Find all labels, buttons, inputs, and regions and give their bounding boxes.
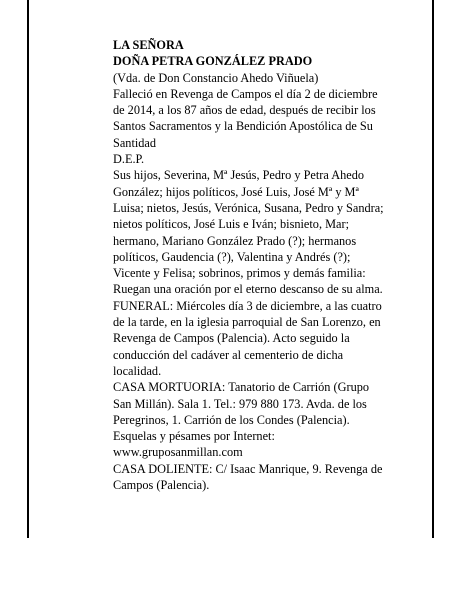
notice-line: Peregrinos, 1. Carrión de los Condes (Palencia). <box>113 412 350 427</box>
notice-line: Ruegan una oración por el eterno descanso de su alma. <box>113 282 383 297</box>
notice-line: hermano, Mariano González Prado (?); hermanos <box>113 233 357 248</box>
website-link[interactable]: www.gruposanmillan.com <box>113 445 243 460</box>
notice-line: conducción del cadáver al cementerio de dicha <box>113 347 344 362</box>
notice-line: de 2014, a los 87 años de edad, después de recibir los <box>113 103 376 118</box>
notice-line: localidad. <box>113 363 162 378</box>
notice-line: Esquelas y pésames por Internet: <box>113 429 275 444</box>
notice-line: Sus hijos, Severina, Mª Jesús, Pedro y Petra Ahedo <box>113 168 365 183</box>
notice-line: (Vda. de Don Constancio Ahedo Viñuela) <box>113 70 319 85</box>
notice-line: González; hijos políticos, José Luis, José Mª y Mª <box>113 184 359 199</box>
notice-line: políticos, Gaudencia (?), Valentina y Andrés (?); <box>113 249 351 264</box>
notice-line: FUNERAL: Miércoles día 3 de diciembre, a las cuatro <box>113 298 382 313</box>
notice-line: de la tarde, en la iglesia parroquial de San Lorenzo, en <box>113 315 381 330</box>
notice-line: CASA DOLIENTE: C/ Isaac Manrique, 9. Revenga de <box>113 461 383 476</box>
notice-line: Campos (Palencia). <box>113 478 210 493</box>
notice-line: Revenga de Campos (Palencia). Acto seguido la <box>113 331 350 346</box>
notice-line: Falleció en Revenga de Campos el día 2 de diciembre <box>113 86 378 101</box>
notice-line: Luisa; nietos, Jesús, Verónica, Susana, Pedro y Sandra; <box>113 200 384 215</box>
notice-line: D.E.P. <box>113 152 145 167</box>
notice-line: Vicente y Felisa; sobrinos, primos y demás familia: <box>113 266 366 281</box>
right-border-line <box>432 0 434 538</box>
notice-line: CASA MORTUORIA: Tanatorio de Carrión (Grupo <box>113 380 370 395</box>
notice-line: nietos políticos, José Luis e Iván; bisnieto, Mar; <box>113 217 350 232</box>
notice-heading-name: DOÑA PETRA GONZÁLEZ PRADO <box>113 54 313 69</box>
obituary-notice <box>113 37 423 493</box>
notice-line: Santos Sacramentos y la Bendición Apostólica de Su <box>113 119 373 134</box>
notice-line: San Millán). Sala 1. Tel.: 979 880 173. Avda. de los <box>113 396 367 411</box>
notice-heading-title: LA SEÑORA <box>113 38 184 52</box>
notice-line: Santidad <box>113 135 157 150</box>
left-border-line <box>27 0 29 538</box>
